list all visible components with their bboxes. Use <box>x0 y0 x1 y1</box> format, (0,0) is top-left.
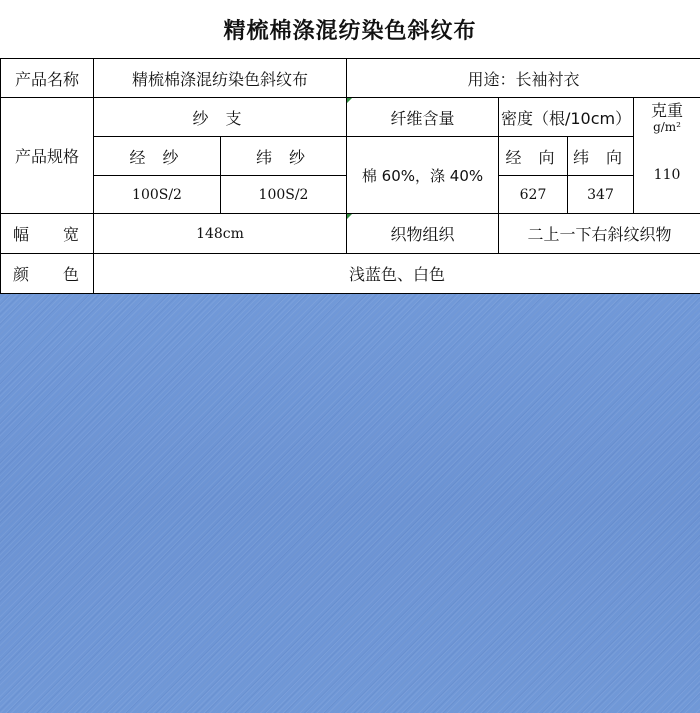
fabric-swatch-image <box>0 294 700 713</box>
usage-value: 用途：长袖衬衣 <box>347 59 700 98</box>
color-label <box>1 254 94 294</box>
color-label-left: 颜 <box>13 265 30 284</box>
yarn-count-header: 纱 支 <box>94 98 347 137</box>
weft-yarn-value: 100S/2 <box>221 176 347 214</box>
row-spec-subheader <box>1 137 700 176</box>
width-value: 148cm <box>94 214 347 254</box>
width-label-inner <box>1 222 93 245</box>
width-label <box>1 214 94 254</box>
width-label-right: 宽 <box>62 225 79 244</box>
spec-sheet <box>0 0 700 294</box>
row-color <box>1 254 700 294</box>
row-spec-header <box>1 98 700 137</box>
fiber-content-header: 纤维含量 <box>347 98 499 137</box>
fiber-content-value: 棉 60%，涤 40% <box>347 137 499 214</box>
weave-value: 二上一下右斜纹织物 <box>499 214 700 254</box>
weight-header: 克重 <box>651 100 684 120</box>
page-title: 精梳棉涤混纺染色斜纹布 <box>223 18 477 44</box>
width-label-left: 幅 <box>13 225 30 244</box>
density-header: 密度（根/10cm） <box>499 98 634 137</box>
weft-density-value: 347 <box>568 176 634 214</box>
warp-density-label: 经 向 <box>499 137 568 176</box>
weave-label: 织物组织 <box>347 214 499 254</box>
color-value: 浅蓝色、白色 <box>94 254 700 294</box>
color-label-inner <box>1 262 93 285</box>
weight-header-block <box>634 98 700 137</box>
weight-cell <box>634 98 700 214</box>
row-product-name <box>1 59 700 98</box>
warp-yarn-label: 经 纱 <box>94 137 221 176</box>
weight-unit: g/m² <box>653 119 681 134</box>
product-name-value: 精梳棉涤混纺染色斜纹布 <box>94 59 347 98</box>
product-name-label: 产品名称 <box>1 59 94 98</box>
weft-yarn-label: 纬 纱 <box>221 137 347 176</box>
warp-yarn-value: 100S/2 <box>94 176 221 214</box>
spec-table <box>0 58 700 294</box>
row-width <box>1 214 700 254</box>
warp-density-value: 627 <box>499 176 568 214</box>
color-label-right: 色 <box>62 265 79 284</box>
weft-density-label: 纬 向 <box>568 137 634 176</box>
product-spec-label: 产品规格 <box>1 98 94 214</box>
weight-value: 110 <box>653 167 681 183</box>
